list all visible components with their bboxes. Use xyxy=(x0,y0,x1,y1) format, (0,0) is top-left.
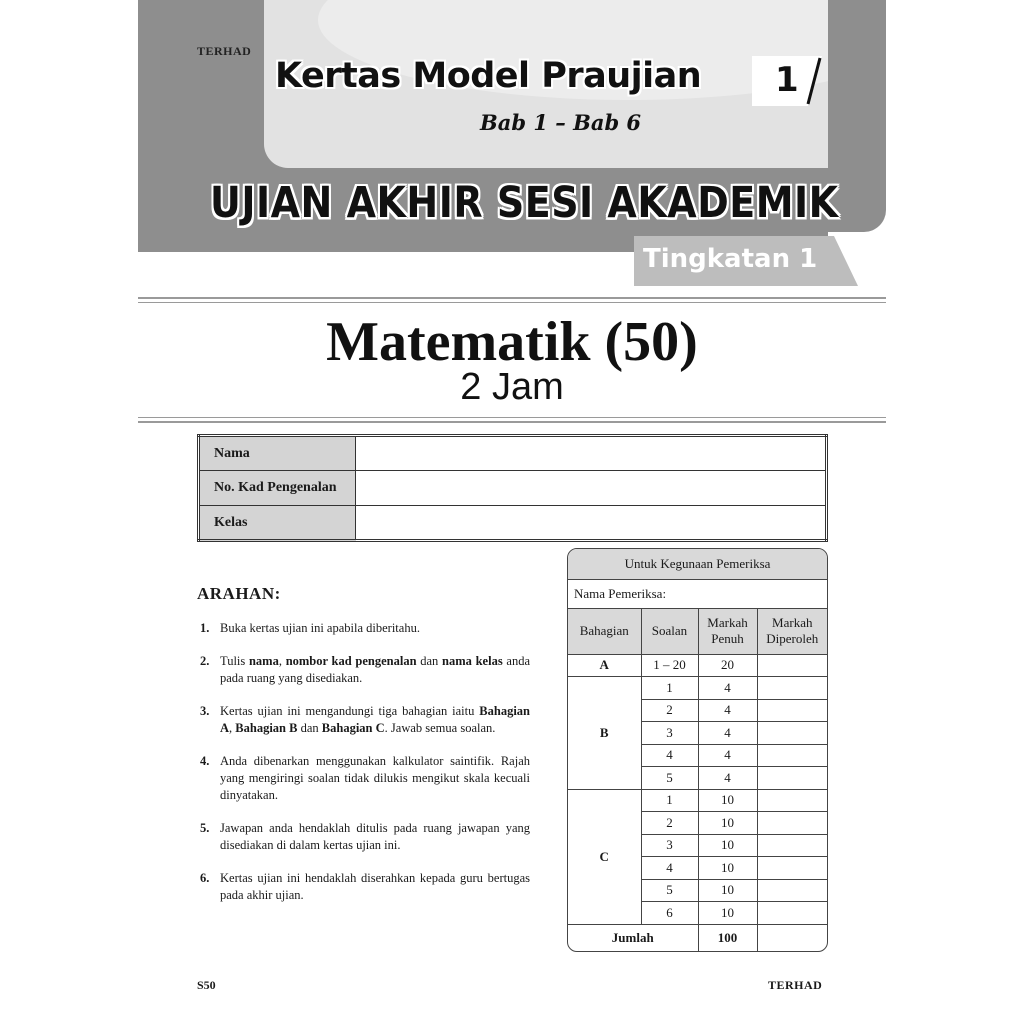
class-label: Kelas xyxy=(199,506,356,541)
obtained-marks-cell[interactable] xyxy=(757,812,827,835)
obtained-marks-cell[interactable] xyxy=(757,677,827,700)
examiner-name-field[interactable]: Nama Pemeriksa: xyxy=(568,579,827,608)
full-marks-cell: 4 xyxy=(698,767,757,790)
full-marks-cell: 10 xyxy=(698,879,757,902)
full-marks-cell: 10 xyxy=(698,812,757,835)
instruction-number: 3. xyxy=(200,704,210,718)
subject-title: Matematik (50) xyxy=(326,311,698,373)
question-cell: 2 xyxy=(641,812,698,835)
question-cell: 4 xyxy=(641,857,698,880)
student-identity-table xyxy=(197,434,828,542)
obtained-marks-cell[interactable] xyxy=(757,767,827,790)
full-marks-cell: 10 xyxy=(698,834,757,857)
divider-bottom-thin xyxy=(138,417,886,418)
exam-duration: 2 Jam xyxy=(460,366,564,408)
divider-top-thin xyxy=(138,302,886,303)
question-cell: 1 xyxy=(641,789,698,812)
name-field[interactable] xyxy=(356,436,827,471)
instructions-heading: ARAHAN: xyxy=(197,584,281,603)
instruction-text: Kertas ujian ini mengandungi tiga bahagian iaitu Bahagian A, Bahagian B dan Bahagian C. Jawab semua soalan. xyxy=(220,704,530,735)
divider-top xyxy=(138,297,886,299)
ic-number-label: No. Kad Pengenalan xyxy=(199,471,356,506)
instruction-number: 2. xyxy=(200,654,210,668)
full-marks-cell: 20 xyxy=(698,654,757,677)
question-cell: 1 xyxy=(641,677,698,700)
col-header-obtained-marks: Markah Diperoleh xyxy=(757,608,827,654)
question-cell: 6 xyxy=(641,902,698,925)
question-cell: 2 xyxy=(641,699,698,722)
examiner-use-title: Untuk Kegunaan Pemeriksa xyxy=(568,549,827,579)
section-c-label: C xyxy=(568,789,641,924)
question-cell: 5 xyxy=(641,767,698,790)
full-marks-cell: 10 xyxy=(698,857,757,880)
class-field[interactable] xyxy=(356,506,827,541)
form-level-label: Tingkatan 1 xyxy=(643,244,818,274)
full-marks-cell: 4 xyxy=(698,722,757,745)
instruction-number: 5. xyxy=(200,821,210,835)
examiner-marks-table xyxy=(568,549,827,952)
identity-row-name xyxy=(199,436,827,471)
instruction-text: Jawapan anda hendaklah ditulis pada ruang jawapan yang disediakan di dalam kertas ujian ini. xyxy=(220,821,530,852)
table-row xyxy=(568,677,827,700)
obtained-marks-cell[interactable] xyxy=(757,902,827,925)
obtained-marks-cell[interactable] xyxy=(757,857,827,880)
instruction-item xyxy=(200,753,530,804)
instruction-text: Anda dibenarkan menggunakan kalkulator saintifik. Rajah yang mengiringi soalan tidak dilukis mengikut skala kecuali dinyatakan. xyxy=(220,754,530,802)
question-cell: 3 xyxy=(641,722,698,745)
obtained-marks-cell[interactable] xyxy=(757,699,827,722)
table-row xyxy=(568,789,827,812)
identity-row-ic xyxy=(199,471,827,506)
instruction-item xyxy=(200,820,530,854)
question-cell: 5 xyxy=(641,879,698,902)
paper-number: 1 xyxy=(775,60,799,100)
instruction-text: Kertas ujian ini hendaklah diserahkan kepada guru bertugas pada akhir ujian. xyxy=(220,871,530,902)
paper-code: S50 xyxy=(197,978,216,992)
exam-title: UJIAN AKHIR SESI AKADEMIK xyxy=(210,178,839,228)
instruction-item xyxy=(200,703,530,737)
obtained-marks-cell[interactable] xyxy=(757,744,827,767)
col-header-full-marks: Markah Penuh xyxy=(698,608,757,654)
instruction-text: Tulis nama, nombor kad pengenalan dan nama kelas anda pada ruang yang disediakan. xyxy=(220,654,530,685)
obtained-marks-cell[interactable] xyxy=(757,879,827,902)
question-cell: 3 xyxy=(641,834,698,857)
obtained-marks-cell[interactable] xyxy=(757,722,827,745)
chapter-range: Bab 1 – Bab 6 xyxy=(480,110,642,135)
ic-number-field[interactable] xyxy=(356,471,827,506)
full-marks-cell: 4 xyxy=(698,677,757,700)
col-header-section: Bahagian xyxy=(568,608,641,654)
divider-bottom xyxy=(138,421,886,423)
restricted-label-bottom: TERHAD xyxy=(768,978,823,992)
examiner-marks-panel xyxy=(567,548,828,952)
instruction-number: 4. xyxy=(200,754,210,768)
total-full-marks: 100 xyxy=(698,924,757,952)
full-marks-cell: 10 xyxy=(698,902,757,925)
obtained-marks-cell[interactable] xyxy=(757,834,827,857)
instruction-item xyxy=(200,870,530,904)
instruction-item xyxy=(200,620,530,637)
section-a-label: A xyxy=(568,654,641,677)
question-cell: 4 xyxy=(641,744,698,767)
series-title: Kertas Model Praujian xyxy=(275,56,702,96)
total-row xyxy=(568,924,827,952)
instruction-number: 1. xyxy=(200,621,210,635)
obtained-marks-cell[interactable] xyxy=(757,789,827,812)
full-marks-cell: 10 xyxy=(698,789,757,812)
identity-row-class xyxy=(199,506,827,541)
instruction-number: 6. xyxy=(200,871,210,885)
total-label: Jumlah xyxy=(568,924,698,952)
obtained-marks-cell[interactable] xyxy=(757,654,827,677)
table-row xyxy=(568,654,827,677)
total-obtained-marks[interactable] xyxy=(757,924,827,952)
full-marks-cell: 4 xyxy=(698,699,757,722)
section-b-label: B xyxy=(568,677,641,790)
restricted-label-top: TERHAD xyxy=(197,44,252,58)
instruction-item xyxy=(200,653,530,687)
name-label: Nama xyxy=(199,436,356,471)
question-cell: 1 – 20 xyxy=(641,654,698,677)
instruction-text: Buka kertas ujian ini apabila diberitahu. xyxy=(220,621,420,635)
full-marks-cell: 4 xyxy=(698,744,757,767)
col-header-question: Soalan xyxy=(641,608,698,654)
instructions-list xyxy=(200,620,530,904)
